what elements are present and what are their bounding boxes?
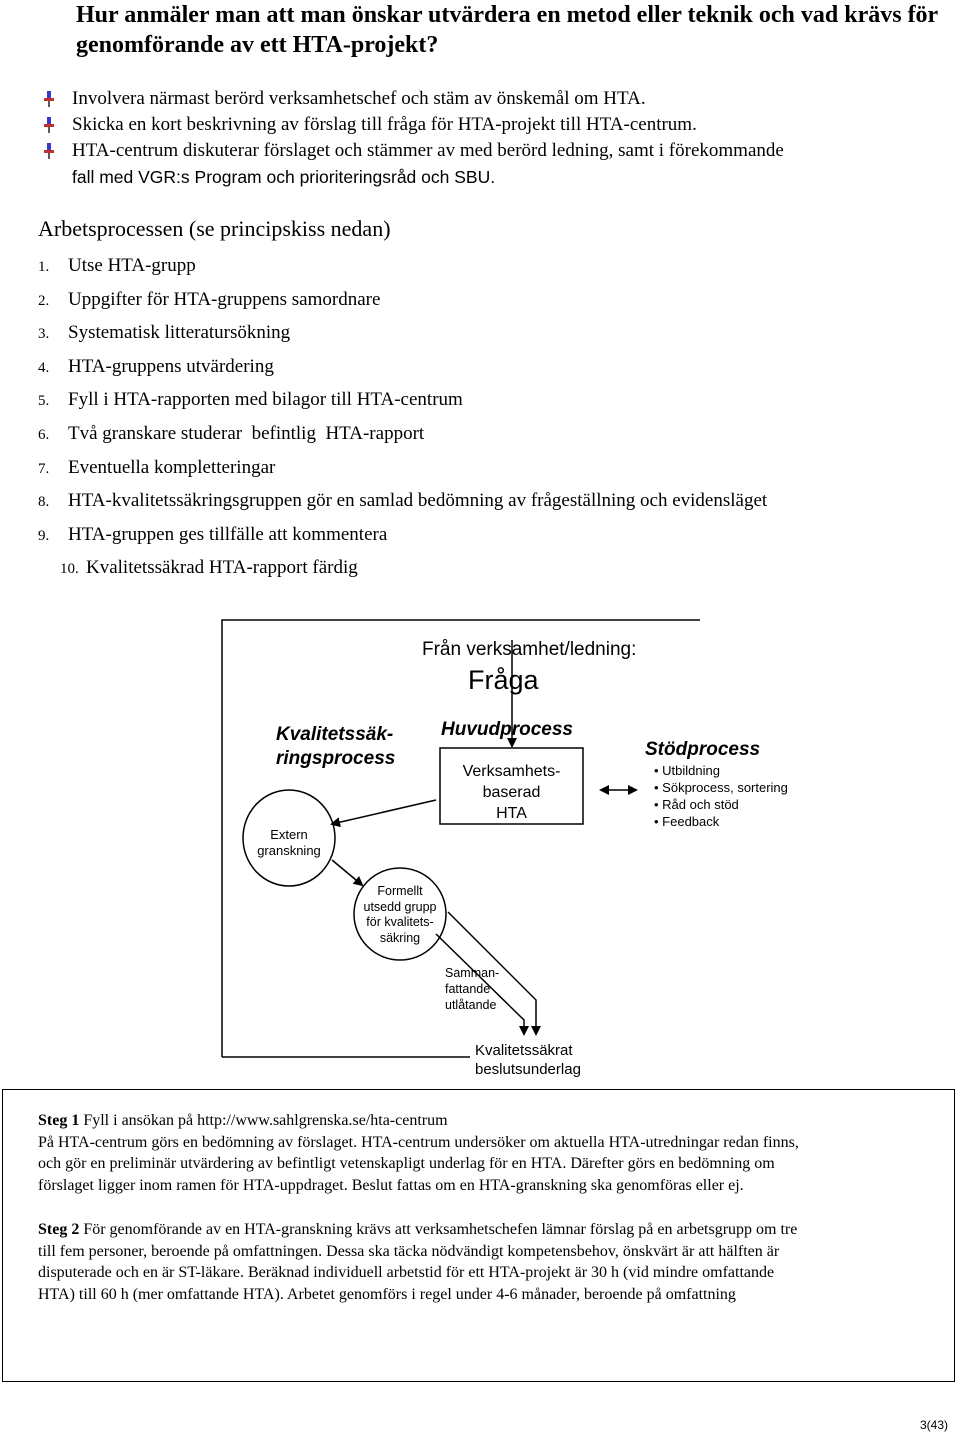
support-item: • Råd och stöd <box>654 796 788 813</box>
steg1-paragraph <box>38 1110 938 1196</box>
step-text: Kvalitetssäkrad HTA-rapport färdig <box>86 557 358 579</box>
section-heading: Arbetsprocessen (se principskiss nedan) <box>38 216 391 241</box>
review-arrow <box>332 800 436 824</box>
step-item <box>38 554 767 588</box>
external-review-line: Extern <box>270 827 308 842</box>
step-item <box>38 353 767 387</box>
step-text: HTA-gruppen ges tillfälle att kommentera <box>68 523 388 545</box>
step-item <box>38 487 767 521</box>
step-text: Utse HTA-grupp <box>68 255 196 276</box>
support-process-list <box>654 762 788 830</box>
external-review-line: granskning <box>257 843 321 858</box>
bullet-text: Skicka en kort beskrivning av förslag till fråga för HTA-projekt till HTA-centrum. <box>72 114 697 135</box>
bullet-item <box>40 138 940 191</box>
step-text: Systematisk litteratursökning <box>68 322 291 344</box>
formal-group-label <box>354 884 446 946</box>
step-text: Två granskare studerar befintlig HTA-rapport <box>68 422 425 444</box>
quality-process-title-line: Kvalitetssäk- <box>276 724 394 745</box>
steg2-label: Steg 2 <box>38 1221 80 1238</box>
main-box-line: baserad <box>482 784 541 801</box>
summary-line: Samman- <box>445 966 500 980</box>
step-item <box>38 420 767 454</box>
summary-line: utlåtande <box>445 998 497 1012</box>
support-item: • Sökprocess, sortering <box>654 779 788 796</box>
steg2-line: HTA) till 60 h (mer omfattande HTA). Arbetet genomförs i regel under 4-6 månader, beroende på omfattning <box>38 1285 736 1303</box>
bullet-text: HTA-centrum diskuterar förslaget och stämmer av med berörd ledning, samt i förekommande <box>72 140 784 161</box>
pushpin-icon <box>40 116 58 134</box>
source-label: Från verksamhet/ledning: <box>422 639 637 660</box>
step-item <box>38 319 767 353</box>
formal-group-line: Formellt <box>377 884 423 898</box>
support-process-title: Stödprocess <box>645 739 761 760</box>
step-item <box>38 286 767 320</box>
steg2-line: disputerade och en är ST-läkare. Beräknad individuell arbetstid för ett HTA-projekt är 30 h (vid mindre omfattande <box>38 1264 775 1281</box>
step-text: HTA-kvalitetssäkringsgruppen gör en samlad bedömning av frågeställning och evidensläget <box>68 490 768 512</box>
external-review-label <box>243 827 335 859</box>
bullet-item <box>40 112 940 138</box>
step-number: 4. <box>38 359 50 376</box>
main-process-box-label <box>440 761 583 824</box>
result-line: Kvalitetssäkrat <box>475 1042 573 1059</box>
steg1-line: Fyll i ansökan på http://www.sahlgrenska.se/hta-centrum <box>79 1112 448 1129</box>
result-line: beslutsunderlag <box>475 1061 581 1078</box>
step-number: 7. <box>38 460 50 477</box>
steg1-label: Steg 1 <box>38 1112 80 1129</box>
summary-label <box>445 965 499 1013</box>
process-step-list <box>38 252 767 588</box>
step-number: 8. <box>38 494 50 511</box>
steg2-line: till fem personer, beroende på omfattningen. Dessa ska täcka nödvändigt kompetensbehov, önskvärt är att hälften är <box>38 1242 780 1260</box>
main-box-line: HTA <box>496 805 527 822</box>
pushpin-icon <box>40 142 58 160</box>
step-number: 1. <box>38 259 50 275</box>
main-box-line: Verksamhets- <box>462 763 561 780</box>
formal-group-line: utsedd grupp <box>363 899 437 914</box>
bullet-text-continued: fall med VGR:s Program och prioriteringsråd och SBU. <box>72 167 496 187</box>
quality-process-title <box>276 723 395 771</box>
summary-line: fattande <box>445 982 491 996</box>
steg2-paragraph <box>38 1219 938 1305</box>
quality-process-title-line: ringsprocess <box>276 748 396 769</box>
support-item: • Feedback <box>654 813 788 830</box>
step-number: 9. <box>38 527 50 544</box>
formal-group-line: för kvalitets- <box>366 915 434 929</box>
step-item <box>38 386 767 420</box>
step-item <box>38 454 767 488</box>
intro-bullet-list <box>40 86 940 191</box>
main-process-title: Huvudprocess <box>441 719 573 740</box>
steg2-line: För genomförande av en HTA-granskning krävs att verksamhetschefen lämnar förslag på en arbetsgrupp om tre <box>79 1221 798 1238</box>
step-item <box>38 252 767 286</box>
step-number: 2. <box>38 292 50 309</box>
step-number: 10. <box>60 561 79 578</box>
step-number: 6. <box>38 426 50 443</box>
steg1-line: På HTA-centrum görs en bedömning av förslaget. HTA-centrum undersöker om aktuella HTA-utredningar redan finns, <box>38 1133 799 1151</box>
step-number: 5. <box>38 393 50 410</box>
step-text: Fyll i HTA-rapporten med bilagor till HTA-centrum <box>68 389 463 411</box>
bullet-text: Involvera närmast berörd verksamhetschef och stäm av önskemål om HTA. <box>72 88 646 109</box>
steg1-line: och gör en preliminär utvärdering av befintligt vetenskapligt underlag för en HTA. Därefter görs en bedömning om <box>38 1155 775 1172</box>
step-text: HTA-gruppens utvärdering <box>68 355 274 377</box>
steg1-line: förslaget ligger inom ramen för HTA-uppdraget. Beslut fattas om en HTA-granskning ska genomföras eller ej. <box>38 1176 744 1194</box>
review-to-group-arrow <box>332 860 362 885</box>
result-label <box>475 1041 581 1079</box>
support-item: • Utbildning <box>654 762 788 779</box>
page-title: Hur anmäler man att man önskar utvärdera en metod eller teknik och vad krävs för genomförande av ett HTA-projekt? <box>76 2 938 58</box>
bullet-item <box>40 86 940 112</box>
question-label: Fråga <box>468 665 539 695</box>
formal-group-line: säkring <box>379 930 421 945</box>
step-text: Eventuella kompletteringar <box>68 456 276 478</box>
step-text: Uppgifter för HTA-gruppens samordnare <box>68 288 381 310</box>
step-item <box>38 521 767 555</box>
step-number: 3. <box>38 326 50 343</box>
page-number: 3(43) <box>919 1418 948 1432</box>
pushpin-icon <box>40 90 58 108</box>
